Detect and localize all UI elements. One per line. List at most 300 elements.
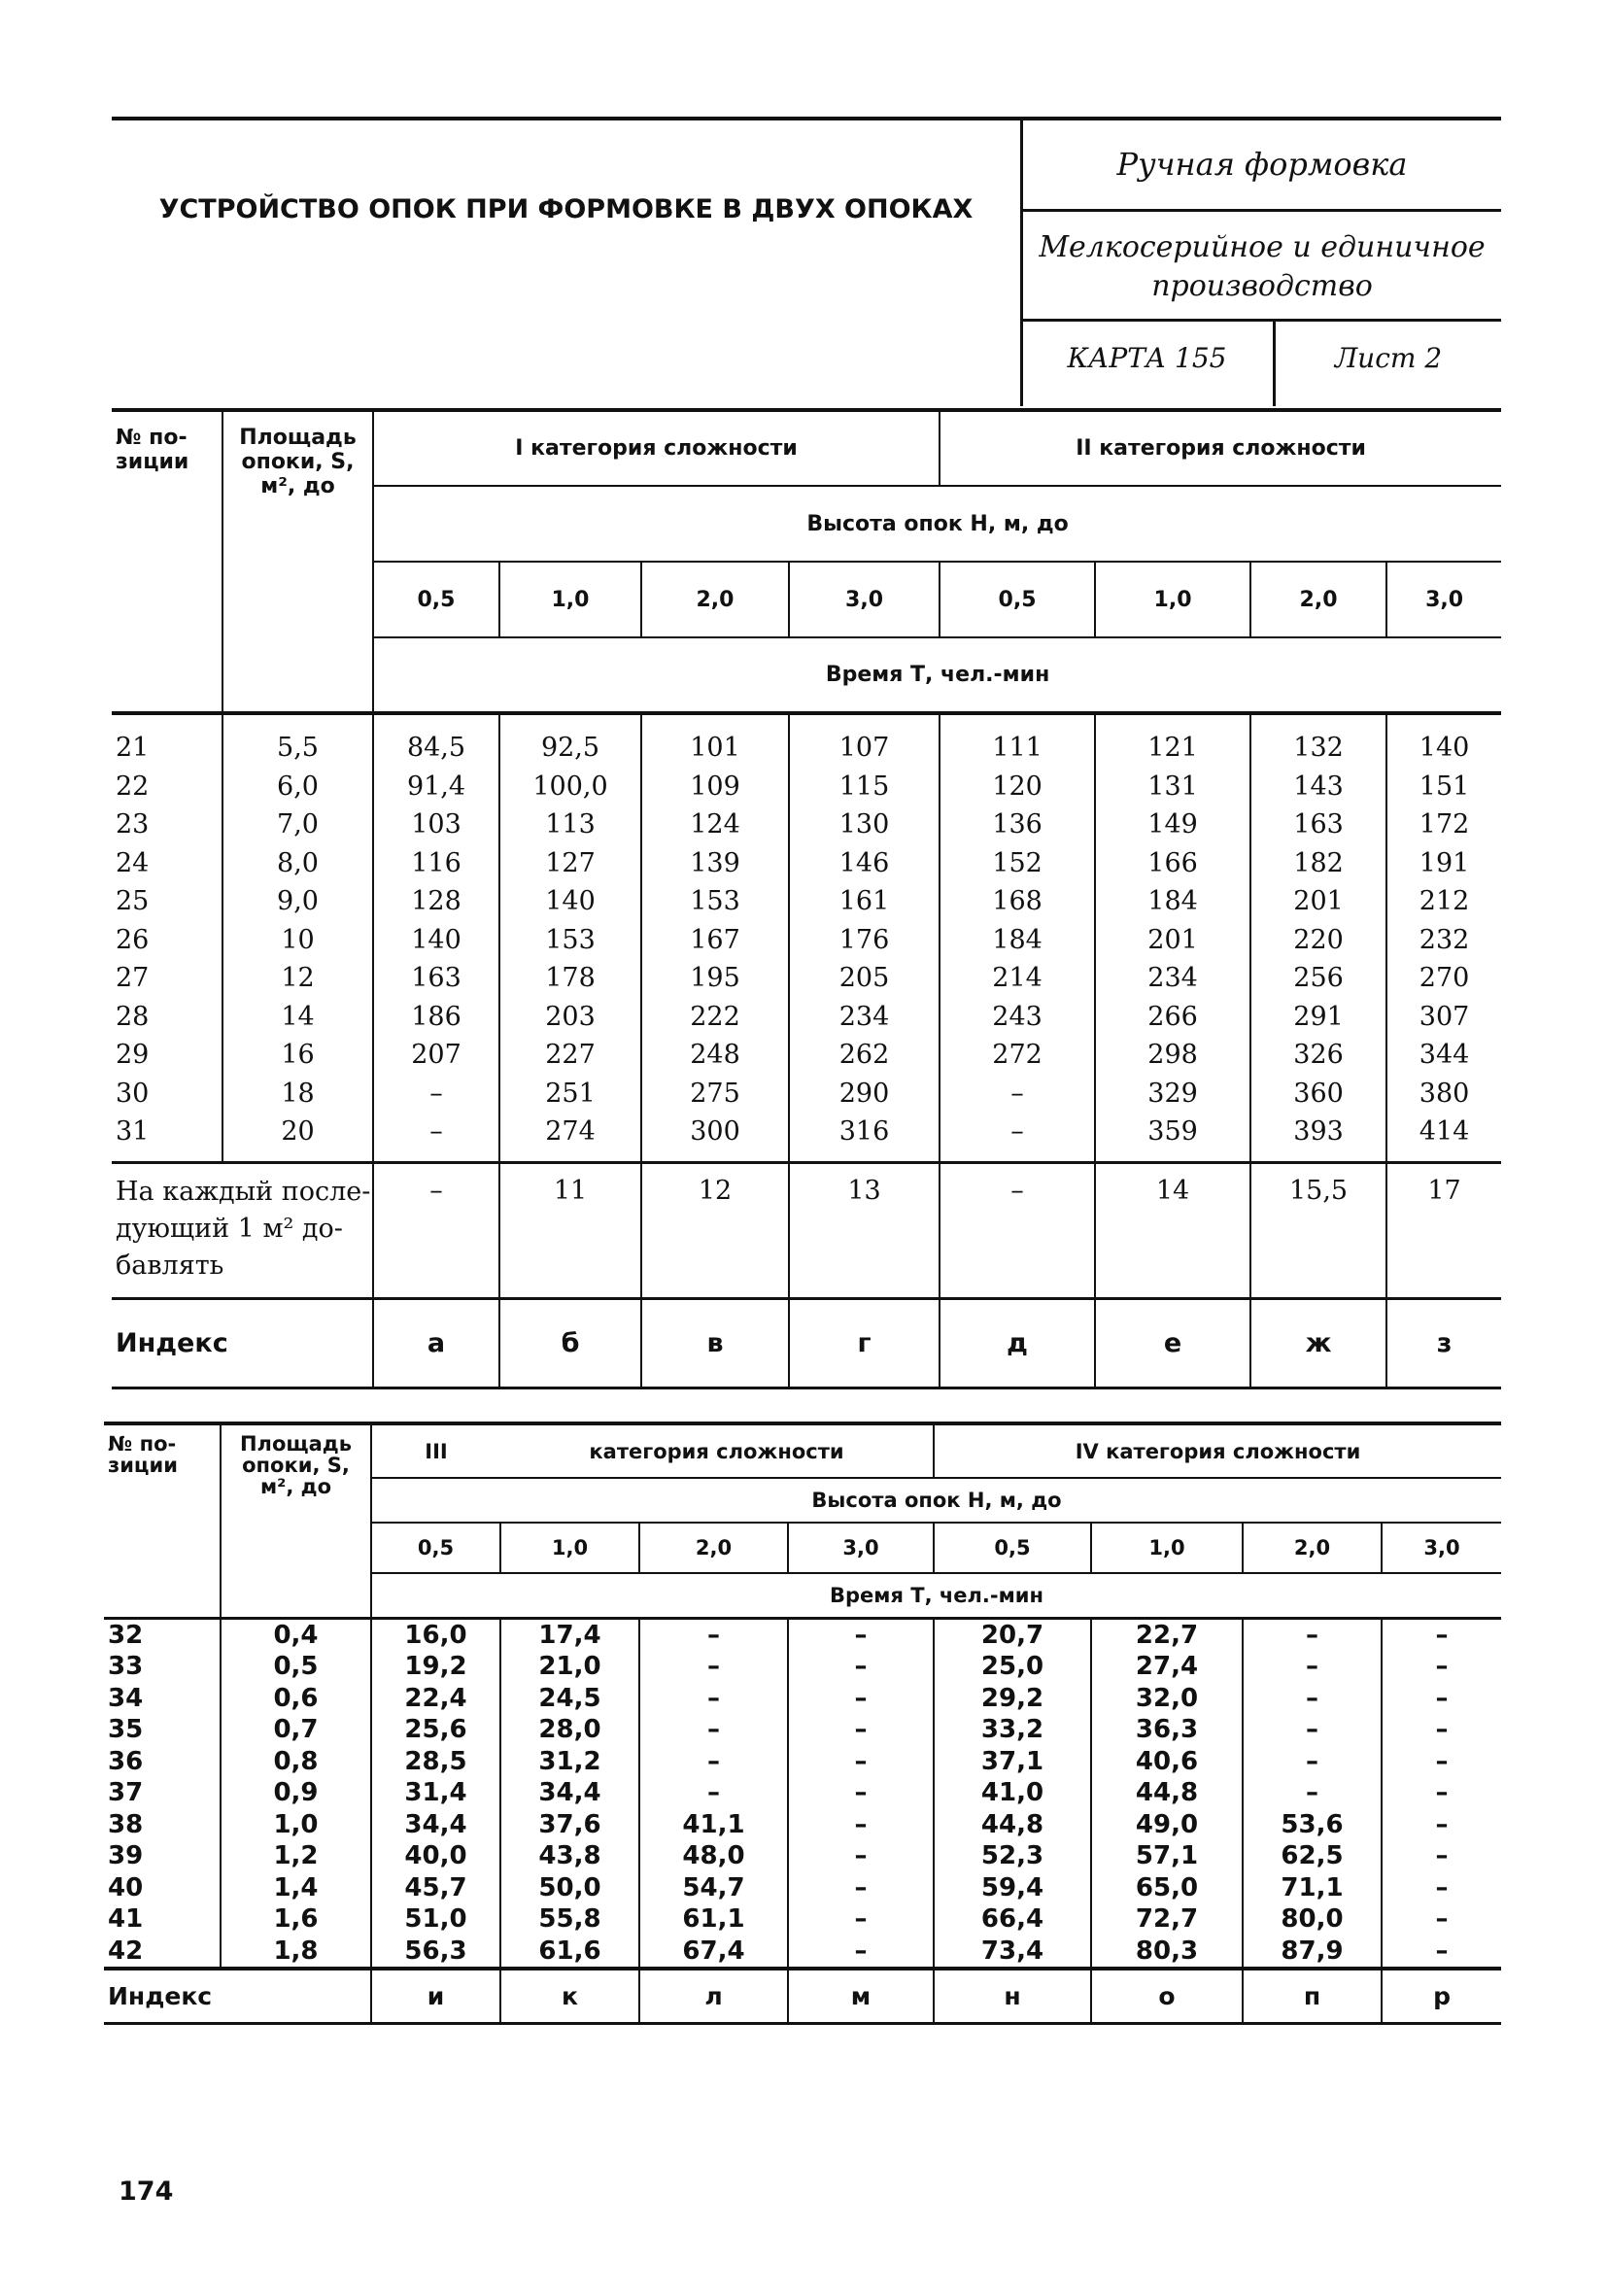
index-row — [104, 1969, 1501, 2023]
time-cell: 146 — [789, 844, 940, 883]
position-cell: 32 — [108, 1620, 144, 1650]
time-cell: 59,4 — [934, 1872, 1091, 1904]
time-cell: 56,3 — [371, 1936, 500, 1970]
index-value: в — [641, 1298, 789, 1388]
time-cell: – — [1382, 1651, 1501, 1683]
time-cell: 176 — [789, 921, 940, 960]
position-cell: 26 — [116, 924, 150, 955]
position-header — [112, 410, 222, 713]
time-cell: 101 — [641, 713, 789, 768]
category-2-header: II категория сложности — [940, 410, 1501, 486]
time-cell: 128 — [373, 882, 499, 921]
time-cell: 326 — [1250, 1036, 1386, 1075]
time-cell: 33,2 — [934, 1714, 1091, 1746]
time-cell: 44,8 — [1091, 1777, 1243, 1809]
time-cell: 45,7 — [371, 1872, 500, 1904]
time-cell: 113 — [499, 805, 641, 844]
time-cell: 136 — [940, 805, 1095, 844]
time-cell: – — [1382, 1714, 1501, 1746]
time-cell: 103 — [373, 805, 499, 844]
table-row — [112, 844, 1501, 883]
height-col: 0,5 — [940, 562, 1095, 637]
height-col: 2,0 — [1243, 1523, 1382, 1573]
index-value: а — [373, 1298, 499, 1388]
index-value: г — [789, 1298, 940, 1388]
position-header-line-2: зиции — [108, 1454, 178, 1477]
time-cell: 27,4 — [1091, 1651, 1243, 1683]
time-cell: 212 — [1386, 882, 1501, 921]
time-cell: 43,8 — [500, 1840, 639, 1872]
add-value: – — [940, 1162, 1095, 1298]
time-cell: 178 — [499, 959, 641, 998]
area-header-line-1: Площадь — [239, 1432, 352, 1456]
table-row — [112, 959, 1501, 998]
area-cell: 1,6 — [221, 1903, 371, 1936]
time-cell: – — [639, 1618, 788, 1651]
time-cell: 256 — [1250, 959, 1386, 998]
area-header-line-2: опоки, S, — [241, 450, 355, 474]
table-row — [104, 1618, 1501, 1651]
category-1-header: I категория сложности — [373, 410, 940, 486]
position-cell: 22 — [116, 771, 150, 802]
add-label-line: На каждый после- — [116, 1176, 371, 1207]
time-cell: – — [788, 1809, 934, 1841]
height-col: 3,0 — [788, 1523, 934, 1573]
time-cell: 55,8 — [500, 1903, 639, 1936]
area-cell: 0,6 — [221, 1683, 371, 1715]
time-cell: 48,0 — [639, 1840, 788, 1872]
time-header: Время Т, чел.-мин — [371, 1573, 1501, 1618]
time-cell: 360 — [1250, 1075, 1386, 1114]
height-col: 2,0 — [1250, 562, 1386, 637]
time-cell: 28,5 — [371, 1746, 500, 1778]
position-cell: 34 — [108, 1683, 144, 1713]
time-cell: 172 — [1386, 805, 1501, 844]
time-cell: 380 — [1386, 1075, 1501, 1114]
time-cell: 203 — [499, 998, 641, 1037]
add-value: 11 — [499, 1162, 641, 1298]
add-per-m2-label — [112, 1162, 373, 1298]
time-cell: – — [788, 1903, 934, 1936]
time-cell: 41,1 — [639, 1809, 788, 1841]
table-row — [104, 1746, 1501, 1778]
time-cell: 270 — [1386, 959, 1501, 998]
index-value: м — [788, 1969, 934, 2023]
time-cell: 53,6 — [1243, 1809, 1382, 1841]
time-cell: 91,4 — [373, 768, 499, 806]
time-cell: – — [1243, 1618, 1382, 1651]
time-cell: 191 — [1386, 844, 1501, 883]
height-col: 1,0 — [500, 1523, 639, 1573]
time-cell: 414 — [1386, 1113, 1501, 1162]
time-cell: 61,1 — [639, 1903, 788, 1936]
time-cell: 32,0 — [1091, 1683, 1243, 1715]
time-cell: 227 — [499, 1036, 641, 1075]
time-cell: – — [639, 1777, 788, 1809]
time-cell: – — [1243, 1746, 1382, 1778]
area-cell: 5,5 — [222, 713, 373, 768]
position-cell: 40 — [108, 1872, 144, 1902]
time-cell: 167 — [641, 921, 789, 960]
position-cell: 27 — [116, 963, 150, 994]
time-cell: 21,0 — [500, 1651, 639, 1683]
area-cell: 10 — [222, 921, 373, 960]
time-cell: 166 — [1095, 844, 1250, 883]
time-cell: 140 — [1386, 713, 1501, 768]
index-value: е — [1095, 1298, 1250, 1388]
table-row — [112, 1113, 1501, 1162]
position-cell: 23 — [116, 809, 150, 840]
time-cell: 41,0 — [934, 1777, 1091, 1809]
index-label: Индекс — [116, 1327, 228, 1358]
time-cell: 116 — [373, 844, 499, 883]
time-cell: 359 — [1095, 1113, 1250, 1162]
time-cell: 220 — [1250, 921, 1386, 960]
add-label-line: бавлять — [116, 1250, 224, 1281]
index-value: д — [940, 1298, 1095, 1388]
time-cell: 25,0 — [934, 1651, 1091, 1683]
norms-table-cat-1-2 — [112, 408, 1501, 1389]
area-cell: 1,4 — [221, 1872, 371, 1904]
position-cell: 38 — [108, 1809, 144, 1839]
area-header — [221, 1423, 371, 1618]
time-cell: 393 — [1250, 1113, 1386, 1162]
area-cell: 8,0 — [222, 844, 373, 883]
area-cell: 18 — [222, 1075, 373, 1114]
area-cell: 16 — [222, 1036, 373, 1075]
area-header-line-2: опоки, S, — [242, 1454, 350, 1477]
area-header-line-3: м², до — [260, 474, 335, 498]
time-cell: 344 — [1386, 1036, 1501, 1075]
area-header — [222, 410, 373, 713]
area-cell: 1,0 — [221, 1809, 371, 1841]
time-cell: 109 — [641, 768, 789, 806]
time-cell: 298 — [1095, 1036, 1250, 1075]
time-cell: 54,7 — [639, 1872, 788, 1904]
time-cell: 300 — [641, 1113, 789, 1162]
time-cell: 71,1 — [1243, 1872, 1382, 1904]
time-cell: – — [1382, 1840, 1501, 1872]
index-value: и — [371, 1969, 500, 2023]
position-header-line-2: зиции — [116, 450, 189, 474]
time-cell: 207 — [373, 1036, 499, 1075]
time-cell: 234 — [1095, 959, 1250, 998]
height-col: 2,0 — [639, 1523, 788, 1573]
table-row — [112, 713, 1501, 768]
table-row — [104, 1903, 1501, 1936]
time-cell: 120 — [940, 768, 1095, 806]
height-col: 0,5 — [371, 1523, 500, 1573]
table-row — [104, 1714, 1501, 1746]
page-number: 174 — [119, 2176, 174, 2207]
time-cell: 22,4 — [371, 1683, 500, 1715]
position-header-line-1: № по- — [116, 426, 188, 450]
time-cell: 80,3 — [1091, 1936, 1243, 1970]
time-cell: 72,7 — [1091, 1903, 1243, 1936]
category-3-header: категория сложности — [589, 1439, 844, 1463]
time-cell: – — [1243, 1714, 1382, 1746]
time-cell: – — [788, 1936, 934, 1970]
time-cell: 140 — [373, 921, 499, 960]
time-cell: 274 — [499, 1113, 641, 1162]
time-cell: 49,0 — [1091, 1809, 1243, 1841]
time-cell: – — [1382, 1683, 1501, 1715]
time-cell: 139 — [641, 844, 789, 883]
time-cell: 262 — [789, 1036, 940, 1075]
table-row — [112, 882, 1501, 921]
area-cell: 14 — [222, 998, 373, 1037]
time-cell: 121 — [1095, 713, 1250, 768]
time-cell: 234 — [789, 998, 940, 1037]
time-cell: 17,4 — [500, 1618, 639, 1651]
time-cell: 149 — [1095, 805, 1250, 844]
area-cell: 0,4 — [221, 1618, 371, 1651]
height-header: Высота опок Н, м, до — [371, 1478, 1501, 1523]
add-value: 13 — [789, 1162, 940, 1298]
add-value: 14 — [1095, 1162, 1250, 1298]
position-cell: 24 — [116, 847, 150, 878]
table-row — [104, 1651, 1501, 1683]
area-cell: 0,9 — [221, 1777, 371, 1809]
header-top-rule — [112, 117, 1501, 120]
time-cell: 31,2 — [500, 1746, 639, 1778]
time-cell: 329 — [1095, 1075, 1250, 1114]
time-cell: – — [1382, 1618, 1501, 1651]
time-cell: 232 — [1386, 921, 1501, 960]
header-rule-2 — [1023, 319, 1501, 322]
header-rule-1 — [1023, 209, 1501, 212]
area-header-line-1: Площадь — [239, 426, 357, 450]
time-cell: 222 — [641, 998, 789, 1037]
time-cell: 25,6 — [371, 1714, 500, 1746]
add-label-line: дующий 1 м² до- — [116, 1213, 343, 1244]
position-cell: 25 — [116, 886, 150, 917]
time-cell: 153 — [499, 921, 641, 960]
add-value: 15,5 — [1250, 1162, 1386, 1298]
time-cell: – — [1382, 1809, 1501, 1841]
time-cell: 65,0 — [1091, 1872, 1243, 1904]
height-col: 0,5 — [373, 562, 499, 637]
time-cell: 127 — [499, 844, 641, 883]
position-cell: 41 — [108, 1904, 144, 1935]
table-row — [112, 998, 1501, 1037]
table-row — [112, 805, 1501, 844]
time-cell: 201 — [1250, 882, 1386, 921]
sheet-number: Лист 2 — [1334, 342, 1443, 374]
time-cell: 34,4 — [371, 1809, 500, 1841]
position-cell: 29 — [116, 1040, 150, 1071]
area-cell: 9,0 — [222, 882, 373, 921]
time-cell: – — [1243, 1651, 1382, 1683]
index-value: н — [934, 1969, 1091, 2023]
time-cell: – — [639, 1683, 788, 1715]
area-cell: 1,8 — [221, 1936, 371, 1970]
time-cell: 184 — [940, 921, 1095, 960]
production-line-2: производство — [1151, 269, 1373, 303]
time-cell: – — [1243, 1777, 1382, 1809]
time-cell: 316 — [789, 1113, 940, 1162]
time-cell: 51,0 — [371, 1903, 500, 1936]
document-title: УСТРОЙСТВО ОПОК ПРИ ФОРМОВКЕ В ДВУХ ОПОКАХ — [158, 194, 974, 224]
time-cell: 44,8 — [934, 1809, 1091, 1841]
time-cell: 248 — [641, 1036, 789, 1075]
time-cell: 22,7 — [1091, 1618, 1243, 1651]
time-cell: – — [788, 1683, 934, 1715]
index-value: п — [1243, 1969, 1382, 2023]
time-cell: 61,6 — [500, 1936, 639, 1970]
production-type — [1023, 228, 1501, 306]
area-cell: 7,0 — [222, 805, 373, 844]
time-cell: 37,6 — [500, 1809, 639, 1841]
time-cell: 307 — [1386, 998, 1501, 1037]
time-cell: 163 — [1250, 805, 1386, 844]
height-col: 1,0 — [499, 562, 641, 637]
time-cell: 66,4 — [934, 1903, 1091, 1936]
time-cell: 29,2 — [934, 1683, 1091, 1715]
time-cell: – — [1382, 1936, 1501, 1970]
category-4-header: IV категория сложности — [934, 1423, 1501, 1478]
area-cell: 0,7 — [221, 1714, 371, 1746]
position-cell: 33 — [108, 1652, 144, 1682]
table-row — [104, 1840, 1501, 1872]
time-cell: 34,4 — [500, 1777, 639, 1809]
position-header-line-1: № по- — [108, 1432, 177, 1456]
card-header — [112, 117, 1501, 408]
time-cell: 143 — [1250, 768, 1386, 806]
index-value: з — [1386, 1298, 1501, 1388]
position-cell: 28 — [116, 1001, 150, 1032]
index-row — [112, 1298, 1501, 1388]
time-cell: 251 — [499, 1075, 641, 1114]
height-col: 1,0 — [1091, 1523, 1243, 1573]
time-cell: 67,4 — [639, 1936, 788, 1970]
position-header — [104, 1423, 221, 1618]
time-cell: 73,4 — [934, 1936, 1091, 1970]
time-cell: 124 — [641, 805, 789, 844]
time-cell: – — [788, 1618, 934, 1651]
time-cell: – — [788, 1746, 934, 1778]
time-cell: 111 — [940, 713, 1095, 768]
area-cell: 1,2 — [221, 1840, 371, 1872]
time-cell: 151 — [1386, 768, 1501, 806]
time-cell: 290 — [789, 1075, 940, 1114]
height-col: 0,5 — [934, 1523, 1091, 1573]
position-cell: 31 — [116, 1116, 150, 1148]
height-col: 1,0 — [1095, 562, 1250, 637]
time-cell: – — [1382, 1746, 1501, 1778]
time-cell: 24,5 — [500, 1683, 639, 1715]
time-cell: 186 — [373, 998, 499, 1037]
table-row — [112, 1036, 1501, 1075]
table-row — [104, 1936, 1501, 1970]
time-cell: 40,6 — [1091, 1746, 1243, 1778]
time-cell: – — [788, 1840, 934, 1872]
time-cell: – — [940, 1113, 1095, 1162]
index-label: Индекс — [108, 1981, 213, 2010]
category-3-number: III — [371, 1423, 500, 1478]
index-value: л — [639, 1969, 788, 2023]
time-cell: 205 — [789, 959, 940, 998]
time-cell: – — [1243, 1683, 1382, 1715]
time-cell: – — [639, 1651, 788, 1683]
time-cell: 272 — [940, 1036, 1095, 1075]
time-cell: 184 — [1095, 882, 1250, 921]
table-row — [112, 1075, 1501, 1114]
time-cell: 115 — [789, 768, 940, 806]
time-cell: 201 — [1095, 921, 1250, 960]
time-cell: 80,0 — [1243, 1903, 1382, 1936]
position-cell: 39 — [108, 1841, 144, 1871]
position-cell: 35 — [108, 1715, 144, 1745]
table-row — [104, 1809, 1501, 1841]
position-cell: 37 — [108, 1778, 144, 1808]
time-cell: 130 — [789, 805, 940, 844]
time-cell: 131 — [1095, 768, 1250, 806]
time-cell: 243 — [940, 998, 1095, 1037]
time-cell: – — [639, 1714, 788, 1746]
time-cell: 195 — [641, 959, 789, 998]
time-cell: 20,7 — [934, 1618, 1091, 1651]
height-col: 3,0 — [789, 562, 940, 637]
time-cell: 107 — [789, 713, 940, 768]
index-value: ж — [1250, 1298, 1386, 1388]
time-cell: 152 — [940, 844, 1095, 883]
area-cell: 12 — [222, 959, 373, 998]
table-row — [112, 921, 1501, 960]
time-cell: 132 — [1250, 713, 1386, 768]
position-cell: 30 — [116, 1078, 150, 1109]
table-row — [104, 1872, 1501, 1904]
time-cell: 19,2 — [371, 1651, 500, 1683]
time-cell: 182 — [1250, 844, 1386, 883]
time-cell: 16,0 — [371, 1618, 500, 1651]
add-per-m2-row — [112, 1162, 1501, 1298]
time-cell: 140 — [499, 882, 641, 921]
add-value: – — [373, 1162, 499, 1298]
time-cell: 36,3 — [1091, 1714, 1243, 1746]
height-col: 3,0 — [1386, 562, 1501, 637]
time-cell: 57,1 — [1091, 1840, 1243, 1872]
time-cell: – — [788, 1714, 934, 1746]
time-cell: – — [1382, 1777, 1501, 1809]
forming-method: Ручная формовка — [1116, 146, 1408, 183]
time-cell: 153 — [641, 882, 789, 921]
time-cell: 291 — [1250, 998, 1386, 1037]
time-cell: – — [788, 1872, 934, 1904]
time-cell: 163 — [373, 959, 499, 998]
area-cell: 20 — [222, 1113, 373, 1162]
time-cell: 161 — [789, 882, 940, 921]
time-cell: 84,5 — [373, 713, 499, 768]
time-cell: – — [373, 1075, 499, 1114]
area-cell: 6,0 — [222, 768, 373, 806]
area-cell: 0,8 — [221, 1746, 371, 1778]
time-cell: 28,0 — [500, 1714, 639, 1746]
index-value: к — [500, 1969, 639, 2023]
time-cell: 62,5 — [1243, 1840, 1382, 1872]
height-header: Высота опок Н, м, до — [373, 486, 1501, 562]
time-cell: – — [373, 1113, 499, 1162]
time-cell: 275 — [641, 1075, 789, 1114]
time-cell: 50,0 — [500, 1872, 639, 1904]
time-cell: 100,0 — [499, 768, 641, 806]
time-cell: 92,5 — [499, 713, 641, 768]
time-cell: – — [788, 1651, 934, 1683]
time-header: Время Т, чел.-мин — [373, 637, 1501, 713]
time-cell: 40,0 — [371, 1840, 500, 1872]
add-value: 17 — [1386, 1162, 1501, 1298]
time-cell: 37,1 — [934, 1746, 1091, 1778]
